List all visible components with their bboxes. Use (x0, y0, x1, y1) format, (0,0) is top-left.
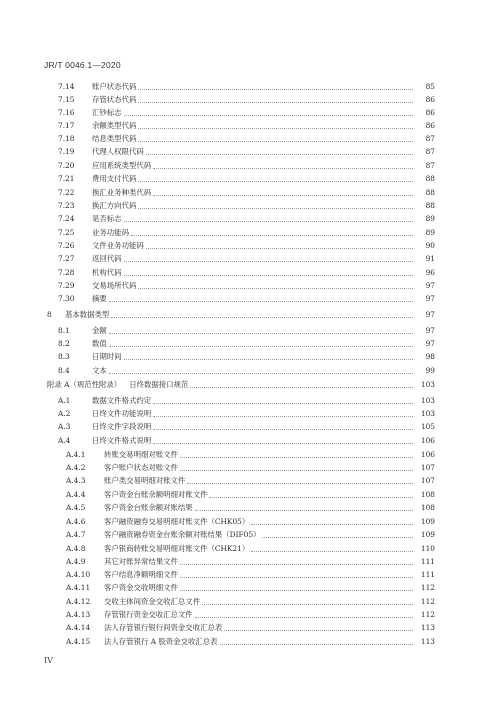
toc-entry-title: 客户结息净额明细文件 (104, 570, 178, 579)
toc-entry[interactable] (0, 378, 435, 390)
toc-entry-number: A.4.15 (66, 637, 91, 646)
toc-entry-page: 108 (420, 490, 435, 499)
toc-entry-title: 存管状态代码 (92, 95, 137, 104)
toc-entry-number: A.4 (58, 436, 71, 445)
toc-entry[interactable] (0, 635, 435, 647)
toc-leader-dots (111, 316, 413, 318)
toc-entry-number: A.4.8 (66, 544, 86, 553)
toc-entry[interactable] (0, 474, 435, 486)
toc-entry-number: A.4.6 (66, 517, 86, 526)
toc-entry[interactable] (0, 542, 435, 554)
toc-entry-title: 应用系统类型代码 (92, 161, 152, 170)
toc-entry-title: 客户银商转账交易明细对账文件（CHK21） (104, 544, 250, 553)
toc-entry[interactable] (0, 434, 435, 446)
toc-entry-page: 98 (425, 352, 435, 361)
toc-entry[interactable] (0, 350, 435, 362)
toc-entry-number: 7.22 (58, 188, 75, 197)
toc-entry-page: 103 (420, 380, 435, 389)
document-code: JR/T 0046.1—2020 (44, 60, 121, 70)
toc-entry-number: 附录 A（规范性附录） (47, 380, 122, 389)
toc-entry-title: 日期时间 (92, 352, 122, 361)
toc-entry-title: 返回代码 (92, 254, 122, 263)
toc-entry-number: A.4.9 (66, 557, 86, 566)
toc-entry-title: 代理人权限代码 (92, 147, 144, 156)
toc-entry-page: 99 (425, 366, 435, 375)
toc-entry-number: 7.30 (58, 294, 75, 303)
toc-entry[interactable] (0, 488, 435, 500)
toc-entry-title: 换汇方向代码 (92, 201, 137, 210)
toc-entry-title: 费用支付代码 (92, 174, 137, 183)
toc-leader-dots (180, 576, 413, 578)
toc-entry[interactable] (0, 581, 435, 593)
toc-entry-page: 88 (425, 188, 435, 197)
toc-entry[interactable] (0, 93, 435, 105)
toc-entry[interactable] (0, 252, 435, 264)
toc-entry[interactable] (0, 145, 435, 157)
toc-entry-title: 金额 (92, 326, 107, 335)
toc-entry-page: 111 (420, 570, 435, 579)
toc-entry-title: 基本数据类型 (65, 310, 110, 319)
toc-entry-page: 90 (425, 241, 435, 250)
toc-entry-title: 日终文件格式说明 (92, 436, 152, 445)
toc-leader-dots (146, 247, 413, 249)
toc-entry-number: 7.14 (58, 82, 75, 91)
toc-leader-dots (195, 509, 413, 511)
toc-entry-page: 105 (420, 422, 435, 431)
toc-entry[interactable] (0, 119, 435, 131)
toc-entry-number: 7.19 (58, 147, 75, 156)
toc-entry-number: 7.24 (58, 214, 75, 223)
toc-entry-page: 97 (425, 339, 435, 348)
toc-entry-page: 112 (420, 610, 435, 619)
toc-entry-number: 7.28 (58, 268, 75, 277)
toc-entry-title: 转账交易明细对账文件 (104, 450, 178, 459)
toc-entry[interactable] (0, 226, 435, 238)
toc-entry-page: 112 (420, 583, 435, 592)
toc-leader-dots (138, 127, 413, 129)
toc-leader-dots (109, 372, 413, 374)
toc-entry-title: 日终数据接口规范 (129, 380, 189, 389)
toc-entry-number: A.4.1 (66, 450, 86, 459)
toc-entry-page: 91 (425, 254, 435, 263)
toc-leader-dots (153, 415, 413, 417)
toc-entry-title: 客户资金台账余额对账结果 (104, 503, 193, 512)
toc-entry[interactable] (0, 461, 435, 473)
toc-leader-dots (180, 456, 413, 458)
toc-leader-dots (153, 194, 413, 196)
toc-entry-title: 机构代码 (92, 268, 122, 277)
toc-entry-number: 7.15 (58, 95, 75, 104)
toc-entry-title: 数据文件格式约定 (92, 396, 152, 405)
toc-entry-page: 107 (420, 463, 435, 472)
toc-entry-page: 97 (425, 310, 435, 319)
toc-entry-title: 是否标志 (92, 214, 122, 223)
toc-entry-title: 客户资金台账余额明细对账文件 (104, 490, 208, 499)
toc-entry-page: 113 (420, 623, 435, 632)
toc-leader-dots (138, 88, 413, 90)
toc-entry-number: 7.21 (58, 174, 75, 183)
toc-entry-page: 103 (420, 396, 435, 405)
toc-leader-dots (180, 563, 413, 565)
toc-entry[interactable] (0, 186, 435, 198)
toc-entry[interactable] (0, 106, 435, 118)
toc-entry-page: 106 (420, 436, 435, 445)
toc-entry[interactable] (0, 621, 435, 633)
toc-entry[interactable] (0, 279, 435, 291)
toc-entry-title: 数值 (92, 339, 107, 348)
toc-entry[interactable] (0, 239, 435, 251)
toc-entry[interactable] (0, 420, 435, 432)
toc-entry-number: 7.18 (58, 134, 75, 143)
toc-entry[interactable] (0, 448, 435, 460)
toc-entry-title: 客户融资融券交易明细对账文件（CHK05） (104, 517, 250, 526)
toc-entry-page: 87 (425, 134, 435, 143)
toc-entry-title: 换汇业务种类代码 (92, 188, 152, 197)
toc-entry-page: 88 (425, 201, 435, 210)
toc-entry[interactable] (0, 595, 435, 607)
toc-leader-dots (180, 589, 413, 591)
toc-entry-title: 日终文件字段说明 (92, 422, 152, 431)
toc-entry-page: 85 (425, 82, 435, 91)
toc-entry-number: 8.4 (58, 366, 70, 375)
toc-entry-title: 账户状态代码 (92, 82, 137, 91)
toc-entry-number: 7.27 (58, 254, 75, 263)
toc-entry[interactable] (0, 394, 435, 406)
toc-entry-title: 客户账户状态对账文件 (104, 463, 178, 472)
toc-entry-number: 7.16 (58, 108, 75, 117)
toc-entry-title: 存管银行资金交收汇总文件 (104, 610, 193, 619)
toc-entry-title: 法人存管银行银行间资金交收汇总表 (104, 623, 223, 632)
toc-leader-dots (202, 603, 413, 605)
toc-leader-dots (190, 386, 413, 388)
toc-entry-title: 汇钞标志 (92, 108, 122, 117)
toc-leader-dots (124, 274, 413, 276)
toc-entry-number: A.4.14 (66, 623, 91, 632)
toc-entry-number: A.4.12 (66, 597, 91, 606)
toc-leader-dots (220, 643, 413, 645)
toc-entry[interactable] (0, 501, 435, 513)
toc-leader-dots (138, 140, 413, 142)
toc-entry-page: 110 (420, 544, 435, 553)
toc-entry-number: A.3 (58, 422, 71, 431)
toc-entry-number: A.2 (58, 409, 71, 418)
toc-leader-dots (109, 332, 413, 334)
toc-entry-number: A.4.2 (66, 463, 86, 472)
toc-entry-page: 89 (425, 214, 435, 223)
toc-entry-title: 结息类型代码 (92, 134, 137, 143)
toc-leader-dots (109, 345, 413, 347)
toc-entry-number: A.4.3 (66, 476, 86, 485)
toc-entry-number: 8 (47, 310, 52, 319)
toc-leader-dots (138, 287, 413, 289)
toc-entry-page: 87 (425, 147, 435, 156)
toc-entry-title: 文本 (92, 366, 107, 375)
toc-entry-title: 客户融资融券资金台账余额对账结果（DIF05） (104, 530, 261, 539)
toc-entry[interactable] (0, 515, 435, 527)
toc-entry-page: 89 (425, 228, 435, 237)
toc-entry[interactable] (0, 266, 435, 278)
toc-entry-page: 86 (425, 121, 435, 130)
toc-entry-title: 交易场所代码 (92, 281, 137, 290)
toc-leader-dots (138, 101, 413, 103)
toc-entry-number: A.4.7 (66, 530, 86, 539)
toc-entry-number: A.4.10 (66, 570, 91, 579)
toc-entry-title: 文件业务功能码 (92, 241, 144, 250)
toc-leader-dots (251, 550, 413, 552)
toc-entry[interactable] (0, 199, 435, 211)
toc-leader-dots (209, 496, 413, 498)
toc-leader-dots (124, 220, 413, 222)
toc-entry[interactable] (0, 568, 435, 580)
toc-entry-page: 97 (425, 294, 435, 303)
toc-entry[interactable] (0, 555, 435, 567)
toc-entry-title: 业务功能码 (92, 228, 129, 237)
toc-entry-page: 87 (425, 161, 435, 170)
toc-entry-number: 7.25 (58, 228, 75, 237)
toc-entry-page: 96 (425, 268, 435, 277)
toc-entry-number: A.4.13 (66, 610, 91, 619)
toc-entry-page: 86 (425, 95, 435, 104)
toc-leader-dots (153, 167, 413, 169)
toc-leader-dots (131, 234, 413, 236)
toc-entry-title: 余额类型代码 (92, 121, 137, 130)
toc-leader-dots (153, 442, 413, 444)
toc-leader-dots (153, 402, 413, 404)
toc-entry-page: 88 (425, 174, 435, 183)
toc-entry-title: 其它对账异常结果文件 (104, 557, 178, 566)
toc-entry[interactable] (0, 308, 435, 320)
toc-leader-dots (124, 358, 413, 360)
toc-entry-page: 113 (420, 637, 435, 646)
toc-entry-number: A.4.5 (66, 503, 86, 512)
toc-entry[interactable] (0, 364, 435, 376)
toc-entry-title: 法人存管银行 A 股资金交收汇总表 (104, 637, 218, 646)
toc-entry[interactable] (0, 80, 435, 92)
toc-entry-page: 86 (425, 108, 435, 117)
toc-entry-page: 106 (420, 450, 435, 459)
toc-entry-number: A.4.4 (66, 490, 86, 499)
toc-entry-page: 112 (420, 597, 435, 606)
toc-entry-number: 7.26 (58, 241, 75, 250)
toc-entry-page: 97 (425, 281, 435, 290)
toc-leader-dots (187, 482, 413, 484)
toc-entry-title: 交收主体间资金交收汇总文件 (104, 597, 201, 606)
toc-entry-page: 109 (420, 517, 435, 526)
toc-entry-number: 7.20 (58, 161, 75, 170)
toc-leader-dots (124, 114, 413, 116)
toc-leader-dots (124, 260, 413, 262)
toc-leader-dots (251, 523, 413, 525)
toc-leader-dots (262, 536, 413, 538)
toc-entry-page: 109 (420, 530, 435, 539)
toc-entry[interactable] (0, 324, 435, 336)
toc-entry[interactable] (0, 212, 435, 224)
toc-entry-page: 108 (420, 503, 435, 512)
toc-entry-number: 7.23 (58, 201, 75, 210)
toc-leader-dots (224, 629, 413, 631)
toc-entry[interactable] (0, 407, 435, 419)
toc-leader-dots (109, 300, 413, 302)
toc-entry-page: 107 (420, 476, 435, 485)
toc-entry[interactable] (0, 159, 435, 171)
toc-entry[interactable] (0, 528, 435, 540)
toc-leader-dots (138, 207, 413, 209)
toc-leader-dots (138, 180, 413, 182)
toc-leader-dots (153, 428, 413, 430)
toc-entry-number: 7.17 (58, 121, 75, 130)
toc-entry-title: 摘要 (92, 294, 107, 303)
toc-entry[interactable] (0, 132, 435, 144)
toc-entry[interactable] (0, 337, 435, 349)
toc-entry-number: 8.1 (58, 326, 70, 335)
toc-entry-title: 日终文件功能说明 (92, 409, 152, 418)
toc-entry-number: A.4.11 (66, 583, 91, 592)
toc-entry-page: 103 (420, 409, 435, 418)
toc-leader-dots (180, 469, 413, 471)
toc-entry-page: 111 (420, 557, 435, 566)
toc-leader-dots (146, 153, 413, 155)
toc-entry-title: 客户资金交收明细文件 (104, 583, 178, 592)
toc-leader-dots (195, 616, 413, 618)
toc-entry-number: A.1 (58, 396, 71, 405)
toc-entry-title: 账户类交易明细对账文件 (104, 476, 186, 485)
toc-entry-number: 7.29 (58, 281, 75, 290)
toc-entry[interactable] (0, 292, 435, 304)
toc-entry-number: 8.3 (58, 352, 70, 361)
toc-entry[interactable] (0, 608, 435, 620)
toc-entry-number: 8.2 (58, 339, 70, 348)
toc-entry-page: 97 (425, 326, 435, 335)
toc-entry[interactable] (0, 172, 435, 184)
page-number-roman: IV (44, 656, 53, 665)
